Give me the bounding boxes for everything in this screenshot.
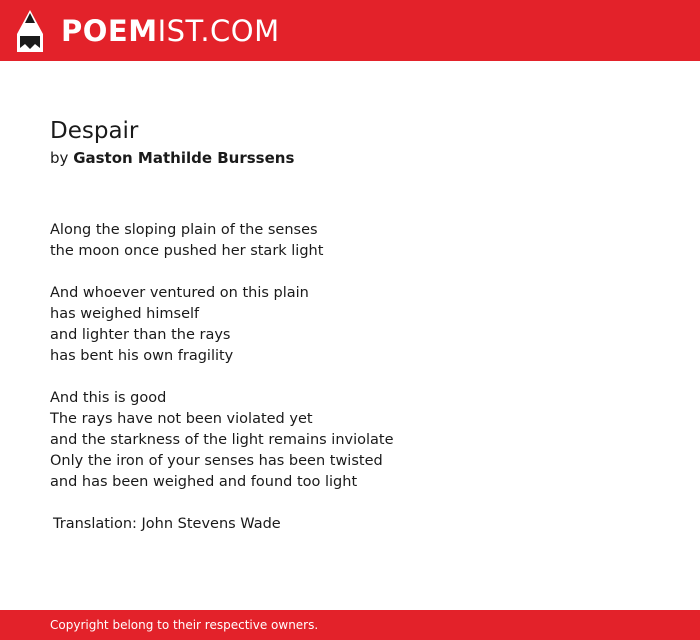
site-header bbox=[0, 0, 700, 61]
poem-title: Despair bbox=[50, 118, 139, 144]
poem-stanza bbox=[50, 388, 650, 493]
poem-author: Gaston Mathilde Burssens bbox=[73, 149, 295, 167]
poem-body bbox=[50, 220, 650, 493]
byline-prefix: by bbox=[50, 149, 69, 167]
translation-credit: Translation: John Stevens Wade bbox=[53, 516, 281, 532]
poem-line: And whoever ventured on this plain bbox=[50, 285, 309, 301]
poem-line: and has been weighed and found too light bbox=[50, 474, 358, 490]
copyright-notice: Copyright belong to their respective owners. bbox=[50, 618, 319, 632]
site-logo-link[interactable] bbox=[17, 9, 280, 53]
poem-line: Only the iron of your senses has been twisted bbox=[50, 453, 383, 469]
poem-line: and lighter than the rays bbox=[50, 327, 231, 343]
poem-stanza bbox=[50, 283, 650, 367]
poem-line: The rays have not been violated yet bbox=[50, 411, 313, 427]
poem-content bbox=[50, 116, 650, 535]
logo-wordmark-bold: POEM bbox=[61, 14, 158, 48]
poem-line: has bent his own fragility bbox=[50, 348, 234, 364]
poem-byline bbox=[50, 146, 650, 170]
poem-stanza bbox=[50, 220, 650, 262]
poem-line: and the starkness of the light remains inviolate bbox=[50, 432, 394, 448]
poem-line: Along the sloping plain of the senses bbox=[50, 222, 318, 238]
site-footer bbox=[0, 610, 700, 640]
logo-wordmark bbox=[61, 9, 280, 53]
pencil-tip-icon bbox=[17, 10, 43, 52]
poem-line: has weighed himself bbox=[50, 306, 200, 322]
logo-wordmark-light: IST.COM bbox=[157, 14, 280, 48]
poem-line: the moon once pushed her stark light bbox=[50, 243, 324, 259]
poem-line: And this is good bbox=[50, 390, 167, 406]
